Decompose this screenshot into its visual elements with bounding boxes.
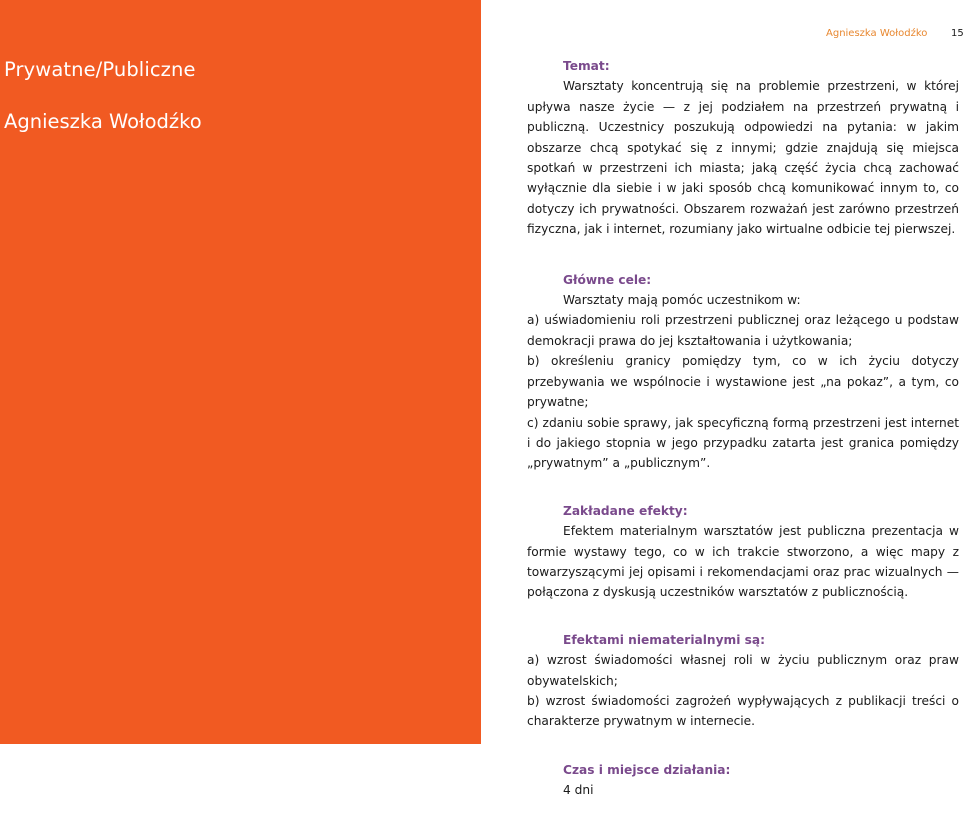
section-cele [527, 270, 959, 474]
page-number: 15 [951, 28, 964, 39]
section-heading: Główne cele: [563, 272, 652, 287]
section-intro: Warsztaty mają pomóc uczestnikom w: [563, 293, 801, 308]
list-item: a) uświadomieniu roli przestrzeni publicznej oraz leżącego u podstaw demokracji prawa do jej kształtowania i użytkowania; [527, 313, 959, 348]
section-heading: Zakładane efekty: [563, 503, 688, 518]
section-heading: Temat: [563, 59, 610, 73]
list-item: a) wzrost świadomości własnej roli w życiu publicznym oraz praw obywatelskich; [527, 653, 959, 688]
list-item: c) zdaniu sobie sprawy, jak specyficzną formą przestrzeni jest internet i do jakiego stopnia w jego przypadku zatarta jest granica pomiędzy „prywatnym” a „publicznym”. [527, 415, 959, 471]
left-cover-panel [0, 0, 481, 744]
author-name: Agnieszka Wołodźko [4, 110, 202, 133]
section-niematerialne [527, 630, 959, 732]
section-heading: Efektami niematerialnymi są: [563, 632, 765, 647]
section-efekty [527, 501, 959, 603]
running-head: Agnieszka Wołodźko [826, 28, 928, 39]
section-czas [527, 760, 959, 801]
section-body: Warsztaty koncentrują się na problemie przestrzeni, w której upływa nasze życie — z jej podziałem na przestrzeń prywatną i publiczną. Uczestnicy poszukują odpowiedzi na pytania: w jakim obszarze chcą spotykać się z innymi; gdzie znajdują się miejsca spotkań w przestrzeni ich miasta; jaką część życia chcą zachować wyłącznie dla siebie i w jaki sposób chcą komunikować innym to, co dotyczy ich prywatności. Obszarem rozważań jest zarówno przestrzeń fizyczna, jak i internet, rozumiany jako wirtualne odbicie tej pierwszej. [527, 79, 959, 237]
section-temat [527, 56, 959, 240]
page-content [527, 56, 959, 831]
list-item: b) wzrost świadomości zagrożeń wypływających z publikacji treści o charakterze prywatnym w internecie. [527, 693, 959, 729]
section-heading: Czas i miejsce działania: [563, 762, 731, 777]
section-body: 4 dni [563, 783, 594, 798]
section-body: Efektem materialnym warsztatów jest publiczna prezentacja w formie wystawy tego, co w ich trakcie stworzono, a więc mapy z towarzyszącymi jej opisami i rekomendacjami oraz prac wizualnych — połączona z dyskusją uczestników warsztatów z publicznością. [527, 524, 959, 600]
workshop-title: Prywatne/Publiczne [4, 58, 196, 81]
list-item: b) określeniu granicy pomiędzy tym, co w ich życiu dotyczy przebywania we wspólnocie i wystawione jest „na pokaz”, a tym, co prywatne; [527, 354, 959, 410]
